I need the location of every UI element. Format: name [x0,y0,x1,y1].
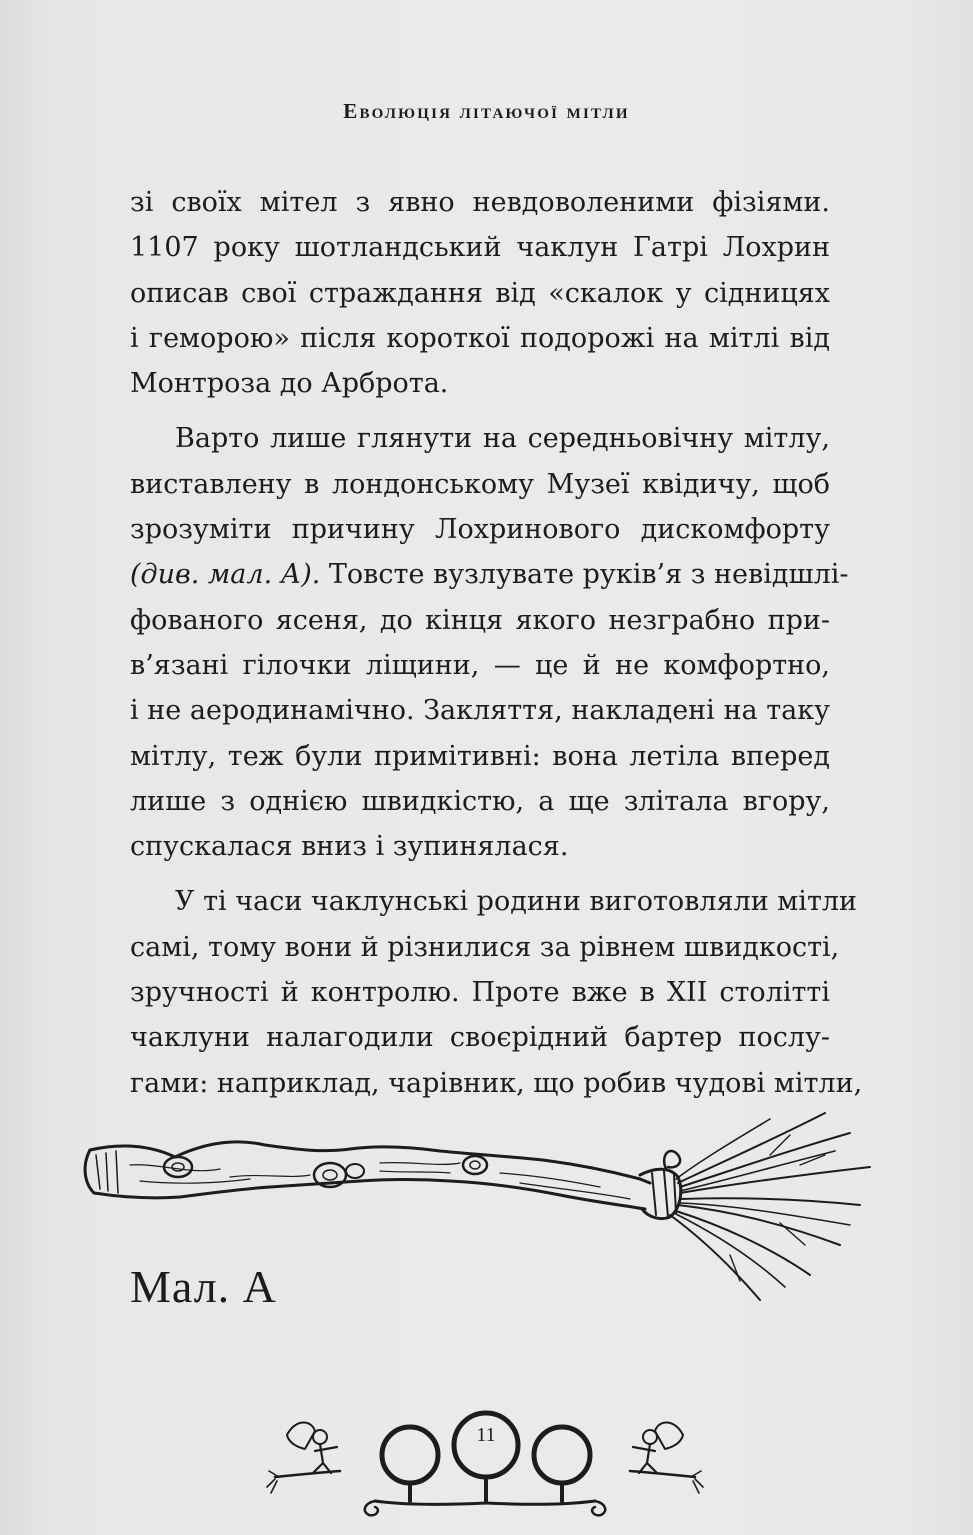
text-line: фованого ясеня, до кінця якого незграбно при- [130,604,830,636]
text-line: лише з однією швидкістю, а ще злітала вгору, [130,785,830,817]
text-line-with-reference [130,552,849,597]
text-line: зі своїх мітел з явно невдоволеними фізіями. [130,187,830,218]
text-line: і геморою» після короткої подорожі на мітлі від [130,322,830,354]
figure-reference: (див. мал. А). [130,559,321,591]
text-line: і не аеродинамічно. Закляття, накладені на таку [130,695,830,727]
footer-ornament [265,1405,705,1520]
text-line: в’язані гілочки ліщини, — це й не комфортно, [130,649,830,681]
text-line: У ті часи чаклунські родини виготовляли мітли [175,886,858,918]
text-line: спускалася вниз і зупинялася. [130,831,569,863]
body-text [130,180,863,1116]
text-line: Варто лише глянути на середньовічну мітлу, [175,423,830,455]
text-line: гами: наприклад, чарівник, що робив чудові мітли, [130,1067,863,1099]
text-line: Монтроза до Арброта. [130,368,449,400]
text-line: чаклуни налагодили своєрідний бартер послу- [130,1022,830,1054]
page-number: 11 [476,1424,496,1446]
paragraph-1 [130,180,830,406]
text-line: 1107 року шотландський чаклун Гатрі Лохрин [130,232,830,264]
figure-caption: Мал. А [130,1261,277,1312]
text-line: виставлену в лондонському Музеї квідичу, щоб [130,468,830,500]
text-line: зручності й контролю. Проте вже в XII столітті [130,977,830,1009]
paragraph-2 [130,416,849,869]
text-line: описав свої страждання від «скалок у сідницях [130,277,830,309]
text-line: самі, тому вони й різнилися за рівнем швидкості, [130,931,840,963]
text-line: зрозуміти причину Лохринового дискомфорту [130,514,830,546]
text-line-rest: Товсте вузлувате руків’я з невідшлі- [328,559,849,591]
paragraph-3 [130,879,863,1105]
running-head: Еволюція літаючої мітли [343,99,630,123]
text-line: мітлу, теж були примітивні: вона летіла вперед [130,740,830,772]
